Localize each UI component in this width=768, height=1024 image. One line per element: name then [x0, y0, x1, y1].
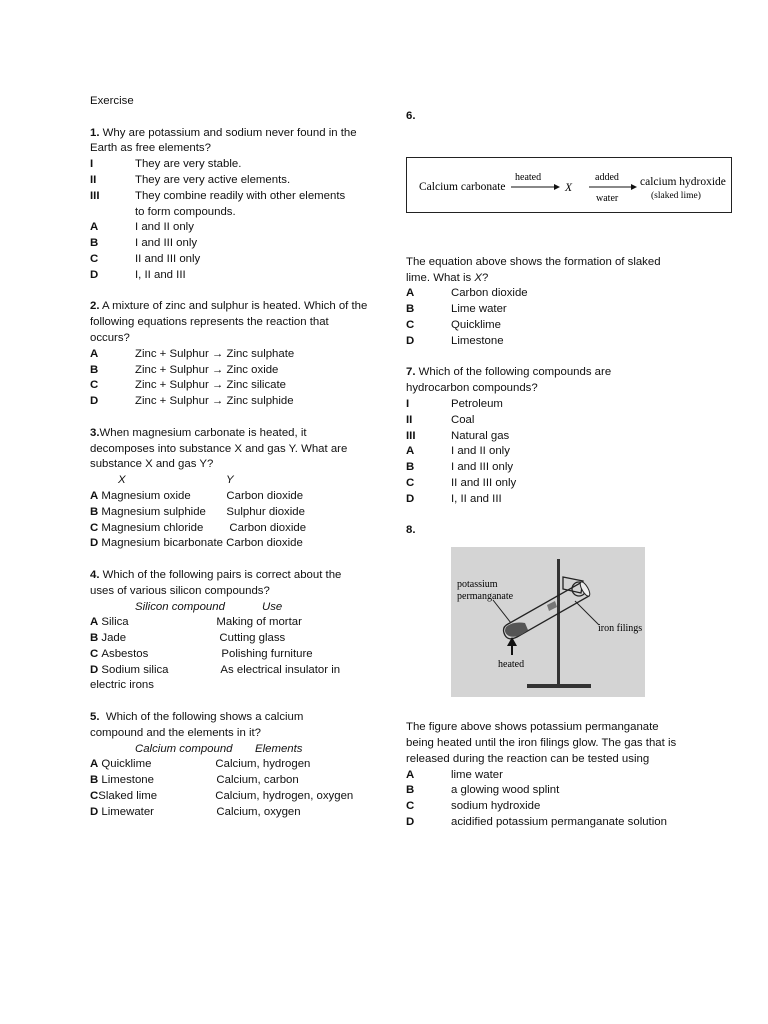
- diagram-arrow2-top: added: [595, 172, 619, 183]
- diagram-product-note: (slaked lime): [651, 191, 701, 201]
- answer-option-c[interactable]: C Quicklime: [406, 318, 502, 331]
- question-8-stem: The figure above shows potassium permanganate being heated until the iron filings glow. The gas that is released during the reaction can be tested using: [406, 721, 677, 765]
- question-2: [90, 299, 380, 410]
- answer-option-d[interactable]: D Limewater Calcium, oxygen: [90, 805, 301, 818]
- question-4: [90, 568, 380, 694]
- question-number: 7.: [406, 366, 416, 379]
- answer-option-d[interactable]: D Zinc + Sulphur → Zinc sulphide: [90, 395, 294, 408]
- diagram-product: calcium hydroxide: [640, 176, 726, 188]
- answer-option-b[interactable]: B Limestone Calcium, carbon: [90, 774, 299, 787]
- right-column: [406, 109, 696, 831]
- question-7-stem: [406, 365, 636, 397]
- question-1: [90, 126, 380, 284]
- statement: I Petroleum: [406, 397, 503, 410]
- worksheet-title: Exercise: [90, 95, 134, 107]
- question-4-stem: [90, 568, 360, 600]
- statement: III They combine readily with other elements: [90, 189, 346, 202]
- answer-option-a[interactable]: A Zinc + Sulphur → Zinc sulphate: [90, 347, 295, 360]
- answer-option-d[interactable]: D I, II and III: [406, 492, 502, 505]
- answer-option-d[interactable]: D Magnesium bicarbonate Carbon dioxide: [90, 537, 303, 550]
- question-number: 4.: [90, 568, 100, 581]
- option-d-continuation: electric irons: [90, 679, 154, 692]
- question-text: Which of the following pairs is correct about the uses of various silicon compounds?: [90, 568, 342, 597]
- answer-option-c[interactable]: C Magnesium chloride Carbon dioxide: [90, 521, 307, 534]
- answer-option-a[interactable]: A Quicklime Calcium, hydrogen: [90, 758, 311, 771]
- answer-option-b[interactable]: B Lime water: [406, 303, 507, 316]
- statement: III Natural gas: [406, 429, 510, 442]
- question-1-stem: [90, 126, 380, 158]
- label-heated: heated: [498, 659, 525, 670]
- label-permanganate: permanganate: [457, 591, 514, 602]
- column-headers: Calcium compound Elements: [135, 742, 303, 755]
- answer-option-a[interactable]: A I and II only: [406, 445, 510, 458]
- answer-option-a[interactable]: A Silica Making of mortar: [90, 616, 302, 629]
- question-5: [90, 710, 380, 821]
- answer-option-a[interactable]: A I and II only: [90, 221, 194, 234]
- question-5-stem: [90, 710, 330, 742]
- question-text: Why are potassium and sodium never found in the Earth as free elements?: [90, 126, 357, 155]
- answer-option-c[interactable]: C II and III only: [90, 252, 201, 265]
- question-number: 2.: [90, 300, 100, 313]
- question-2-stem: [90, 299, 370, 346]
- answer-option-c[interactable]: C Slaked lime Calcium, hydrogen, oxygen: [90, 790, 354, 803]
- question-number: 5.: [90, 711, 100, 724]
- question-text: Which of the following shows a calcium compound and the elements in it?: [90, 711, 304, 739]
- question-7: [406, 365, 696, 507]
- answer-option-c[interactable]: C Zinc + Sulphur → Zinc silicate: [90, 379, 286, 392]
- answer-option-b[interactable]: B I and III only: [406, 461, 514, 474]
- answer-option-b[interactable]: B Magnesium sulphide Sulphur dioxide: [90, 505, 305, 518]
- answer-option-b[interactable]: B Jade Cutting glass: [90, 632, 286, 645]
- answer-option-d[interactable]: D Sodium silica As electrical insulator in: [90, 663, 341, 676]
- answer-option-c[interactable]: C Asbestos Polishing furniture: [90, 647, 313, 660]
- diagram-arrow2-bottom: water: [596, 193, 619, 204]
- statement: II Coal: [406, 413, 475, 426]
- answer-option-d[interactable]: D Limestone: [406, 334, 504, 347]
- diagram-intermediate: X: [565, 182, 573, 194]
- answer-option-b[interactable]: B Zinc + Sulphur → Zinc oxide: [90, 363, 279, 376]
- question-6-number: 6.: [406, 110, 416, 122]
- column-headers: X Y: [118, 474, 234, 487]
- question-number: 3.: [90, 426, 100, 439]
- column-headers: Silicon compound Use: [135, 600, 283, 613]
- question-text: A mixture of zinc and sulphur is heated. Which of the following equations represents the reaction that occurs?: [90, 300, 368, 344]
- question-3-stem: 3.When magnesium carbonate is heated, it: [90, 426, 307, 439]
- question-3-stem-line2: decomposes into substance X and gas Y. What are: [90, 442, 348, 455]
- answer-option-c[interactable]: C sodium hydroxide: [406, 800, 541, 813]
- statement: I They are very stable.: [90, 158, 242, 171]
- label-iron-filings: iron filings: [598, 623, 643, 634]
- answer-option-a[interactable]: A Magnesium oxide Carbon dioxide: [90, 489, 304, 502]
- answer-option-a[interactable]: A Carbon dioxide: [406, 287, 528, 300]
- answer-option-b[interactable]: B a glowing wood splint: [406, 784, 560, 797]
- question-6-stem-line2: lime. What is X?: [406, 271, 489, 284]
- question-6: [406, 255, 696, 350]
- question-3: [90, 426, 380, 552]
- question-8-number: 8.: [406, 524, 416, 537]
- question-text: Which of the following compounds are hydrocarbon compounds?: [406, 366, 612, 395]
- answer-option-a[interactable]: A lime water: [406, 768, 503, 781]
- left-column: [90, 94, 380, 821]
- answer-option-d[interactable]: D acidified potassium permanganate solution: [406, 815, 667, 828]
- statement: to form compounds.: [135, 205, 236, 218]
- answer-option-b[interactable]: B I and III only: [90, 237, 198, 250]
- answer-option-c[interactable]: C II and III only: [406, 476, 517, 489]
- statement: II They are very active elements.: [90, 173, 291, 186]
- answer-option-d[interactable]: D I, II and III: [90, 268, 186, 281]
- diagram-arrow1-label: heated: [515, 172, 542, 183]
- question-number: 1.: [90, 126, 100, 139]
- label-potassium: potassium: [457, 579, 498, 590]
- diagram-reactant: Calcium carbonate: [419, 181, 506, 193]
- question-6-stem: The equation above shows the formation of slaked: [406, 255, 661, 268]
- question-8: [406, 720, 696, 831]
- question-3-stem-line3: substance X and gas Y?: [90, 458, 214, 471]
